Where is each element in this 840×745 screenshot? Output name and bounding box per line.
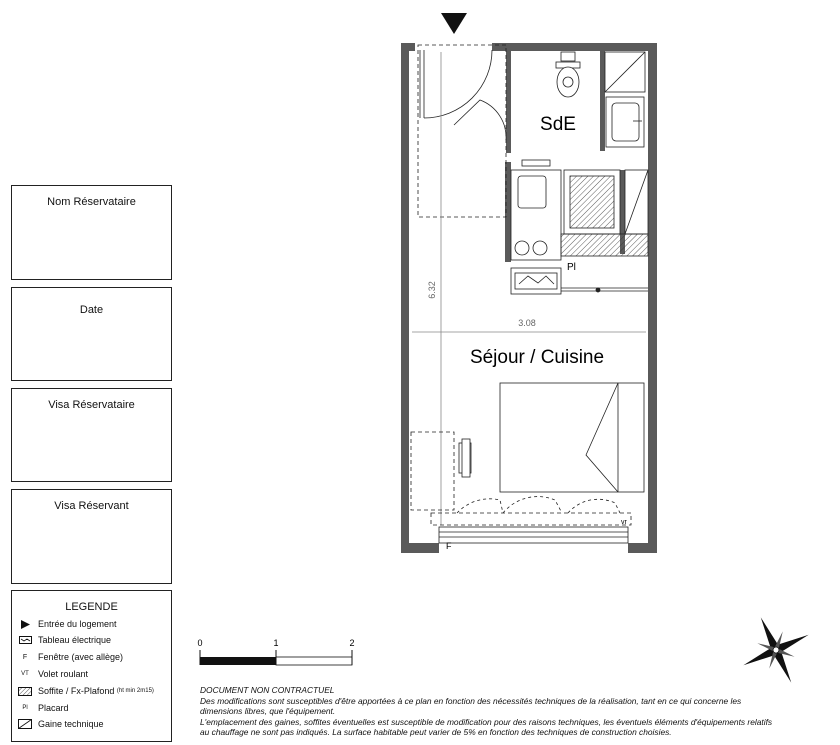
entry-arrow-icon [441, 13, 467, 34]
desk [411, 432, 454, 510]
nom-reservataire-label: Nom Réservataire [47, 196, 136, 208]
legend-label: Fenêtre (avec allège) [38, 652, 124, 662]
legend-label: Placard [38, 703, 69, 713]
legend-label: Volet roulant [38, 669, 89, 679]
volet-label: vr [621, 519, 627, 526]
disclaimer [200, 685, 840, 738]
date-label: Date [79, 304, 104, 316]
legend-title: LEGENDE [65, 601, 118, 613]
kitchen-fixtures [511, 170, 648, 294]
scale-tick: 2 [349, 638, 355, 648]
placard-label: Pl [567, 262, 576, 273]
legend-item-gaine [18, 719, 104, 729]
room-label-sde: SdE [540, 114, 576, 135]
dimension-width: 3.08 [518, 318, 536, 328]
visa-reservant-label: Visa Réservant [54, 500, 129, 512]
legend-item-soffite [18, 686, 154, 696]
window-label: F [446, 541, 452, 551]
crossed-square-icon [18, 719, 32, 729]
bed [500, 383, 644, 492]
window [431, 497, 631, 543]
legend-label: Tableau électrique [38, 635, 112, 645]
volet-symbol: VT [21, 671, 29, 677]
entry-door [418, 45, 506, 217]
disclaimer-line: L'emplacement des gaines, soffites éventuelles est susceptible de modification pour des raisons techniques, les éventuels éléments d'équipements relatifs [200, 716, 773, 727]
scale-tick: 0 [197, 638, 203, 648]
legend-label: Entrée du logement [38, 619, 117, 629]
legend-label: Gaine technique [38, 719, 104, 729]
chair [459, 439, 471, 477]
disclaimer-line: au chauffage ne sont pas indiqués. La surface habitable peut varier de 5% en fonction des techniques de construction choisies. [200, 727, 672, 737]
bathroom-fixtures [522, 52, 645, 166]
fenetre-symbol: F [22, 653, 28, 661]
dimension-depth: 6.32 [427, 281, 437, 299]
disclaimer-line: Des modifications sont susceptibles d'être apportées à ce plan en fonction des nécessités techniques de la réalisation, tant en ce qui concerne les [200, 695, 742, 706]
disclaimer-line: dimensions libres, que l'équipement. [200, 706, 336, 716]
room-label-sejour: Séjour / Cuisine [469, 347, 605, 368]
compass-rose-icon [728, 602, 824, 685]
legend-label: Soffite / Fx-Plafond [38, 686, 115, 696]
disclaimer-title: DOCUMENT NON CONTRACTUEL [200, 685, 335, 695]
legend-note: (ht min 2m15) [116, 688, 154, 694]
placard-symbol: Pl [22, 705, 28, 711]
visa-reservataire-label: Visa Réservataire [48, 399, 135, 411]
scale-bar [197, 638, 354, 665]
scale-tick: 1 [273, 638, 279, 648]
hatch-icon [18, 687, 32, 696]
legend-item-placard [18, 703, 69, 713]
